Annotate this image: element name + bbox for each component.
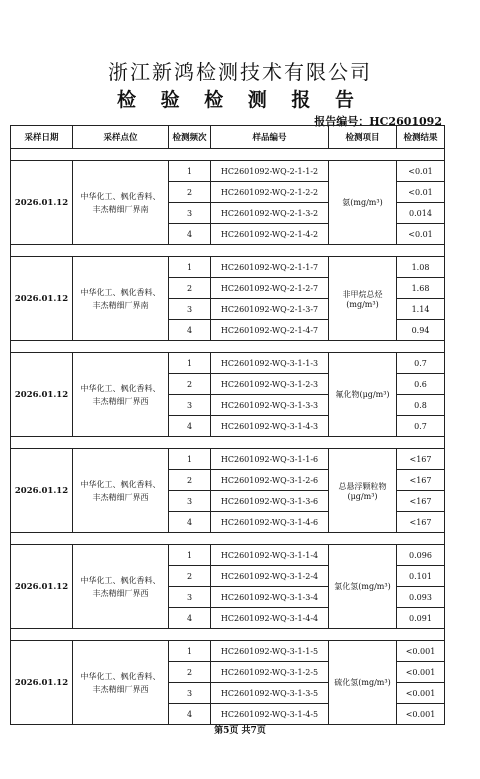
- separator-cell: [11, 245, 445, 257]
- location-line-2: 丰杰精细厂界西: [92, 588, 149, 598]
- sample-id-cell: HC2601092-WQ-2-1-2-7: [211, 278, 329, 299]
- result-cell: <0.001: [397, 641, 445, 662]
- location-line-1: 中华化工、枫化香料、: [80, 575, 161, 585]
- sample-id-cell: HC2601092-WQ-3-1-3-3: [211, 395, 329, 416]
- sampling-date: 2026.01.12: [11, 641, 73, 725]
- table-body: [11, 149, 445, 725]
- result-cell: 0.093: [397, 587, 445, 608]
- result-cell: <167: [397, 470, 445, 491]
- table-row: [11, 641, 445, 662]
- location-line-1: 中华化工、枫化香料、: [80, 191, 161, 201]
- frequency-cell: 1: [169, 161, 211, 182]
- sample-id-cell: HC2601092-WQ-3-1-2-4: [211, 566, 329, 587]
- result-cell: 1.14: [397, 299, 445, 320]
- group-separator: [11, 341, 445, 353]
- col-header-result: 检测结果: [397, 126, 445, 149]
- report-number-label: 报告编号：: [314, 115, 370, 128]
- sample-id-cell: HC2601092-WQ-3-1-1-6: [211, 449, 329, 470]
- frequency-cell: 4: [169, 704, 211, 725]
- table-row: [11, 449, 445, 470]
- location-line-1: 中华化工、枫化香料、: [80, 383, 161, 393]
- sample-id-cell: HC2601092-WQ-2-1-1-2: [211, 161, 329, 182]
- sampling-location: [73, 449, 169, 533]
- sample-id-cell: HC2601092-WQ-3-1-3-6: [211, 491, 329, 512]
- group-separator: [11, 437, 445, 449]
- group-separator: [11, 149, 445, 161]
- col-header-frequency: 检测频次: [169, 126, 211, 149]
- group-separator: [11, 533, 445, 545]
- location-line-2: 丰杰精细厂界南: [92, 204, 149, 214]
- location-line-2: 丰杰精细厂界西: [92, 492, 149, 502]
- table-row: [11, 353, 445, 374]
- result-cell: 0.091: [397, 608, 445, 629]
- frequency-cell: 3: [169, 203, 211, 224]
- location-line-1: 中华化工、枫化香料、: [80, 287, 161, 297]
- separator-cell: [11, 341, 445, 353]
- col-header-location: 采样点位: [73, 126, 169, 149]
- sample-id-cell: HC2601092-WQ-3-1-4-3: [211, 416, 329, 437]
- result-cell: 0.94: [397, 320, 445, 341]
- sample-id-cell: HC2601092-WQ-2-1-4-2: [211, 224, 329, 245]
- result-cell: <0.001: [397, 662, 445, 683]
- result-cell: 0.8: [397, 395, 445, 416]
- frequency-cell: 1: [169, 545, 211, 566]
- frequency-cell: 2: [169, 374, 211, 395]
- sample-id-cell: HC2601092-WQ-3-1-2-5: [211, 662, 329, 683]
- page-footer: 第5页 共7页: [214, 726, 266, 736]
- frequency-cell: 1: [169, 449, 211, 470]
- sampling-location: [73, 545, 169, 629]
- frequency-cell: 3: [169, 683, 211, 704]
- location-line-2: 丰杰精细厂界西: [92, 684, 149, 694]
- sampling-date: 2026.01.12: [11, 353, 73, 437]
- frequency-cell: 2: [169, 278, 211, 299]
- company-name: 浙江新鸿检测技术有限公司: [108, 60, 372, 84]
- table-row: [11, 257, 445, 278]
- table-row: [11, 545, 445, 566]
- sample-id-cell: HC2601092-WQ-2-1-3-2: [211, 203, 329, 224]
- sample-id-cell: HC2601092-WQ-3-1-1-3: [211, 353, 329, 374]
- separator-cell: [11, 149, 445, 161]
- result-cell: <0.01: [397, 182, 445, 203]
- frequency-cell: 2: [169, 566, 211, 587]
- separator-cell: [11, 533, 445, 545]
- sample-id-cell: HC2601092-WQ-3-1-4-4: [211, 608, 329, 629]
- result-cell: 1.68: [397, 278, 445, 299]
- separator-cell: [11, 437, 445, 449]
- sample-id-cell: HC2601092-WQ-3-1-2-6: [211, 470, 329, 491]
- result-cell: <0.01: [397, 161, 445, 182]
- report-title: 检 验 检 测 报 告: [116, 89, 364, 111]
- frequency-cell: 1: [169, 257, 211, 278]
- result-cell: <0.001: [397, 704, 445, 725]
- col-header-date: 采样日期: [11, 126, 73, 149]
- result-cell: 0.101: [397, 566, 445, 587]
- frequency-cell: 2: [169, 662, 211, 683]
- sampling-date: 2026.01.12: [11, 161, 73, 245]
- test-parameter: 总悬浮颗粒物(μg/m³): [329, 449, 397, 533]
- frequency-cell: 3: [169, 587, 211, 608]
- sampling-location: [73, 161, 169, 245]
- location-line-2: 丰杰精细厂界西: [92, 396, 149, 406]
- result-cell: <0.001: [397, 683, 445, 704]
- result-cell: 0.6: [397, 374, 445, 395]
- table-row: [11, 161, 445, 182]
- result-cell: 0.7: [397, 416, 445, 437]
- result-cell: 0.7: [397, 353, 445, 374]
- col-header-sample-id: 样品编号: [211, 126, 329, 149]
- sampling-location: [73, 641, 169, 725]
- group-separator: [11, 629, 445, 641]
- result-cell: 0.096: [397, 545, 445, 566]
- separator-cell: [11, 629, 445, 641]
- location-line-1: 中华化工、枫化香料、: [80, 479, 161, 489]
- result-cell: 1.08: [397, 257, 445, 278]
- frequency-cell: 1: [169, 353, 211, 374]
- frequency-cell: 3: [169, 395, 211, 416]
- sample-id-cell: HC2601092-WQ-2-1-3-7: [211, 299, 329, 320]
- location-line-2: 丰杰精细厂界南: [92, 300, 149, 310]
- test-parameter: 非甲烷总烃(mg/m³): [329, 257, 397, 341]
- test-parameter: 氯化氢(mg/m³): [329, 545, 397, 629]
- frequency-cell: 4: [169, 224, 211, 245]
- result-cell: 0.014: [397, 203, 445, 224]
- frequency-cell: 2: [169, 182, 211, 203]
- result-cell: <167: [397, 512, 445, 533]
- sample-id-cell: HC2601092-WQ-3-1-3-5: [211, 683, 329, 704]
- test-parameter: 硫化氢(mg/m³): [329, 641, 397, 725]
- group-separator: [11, 245, 445, 257]
- frequency-cell: 3: [169, 299, 211, 320]
- sample-id-cell: HC2601092-WQ-2-1-2-2: [211, 182, 329, 203]
- result-cell: <167: [397, 449, 445, 470]
- results-table: [10, 125, 445, 725]
- sampling-location: [73, 257, 169, 341]
- frequency-cell: 2: [169, 470, 211, 491]
- sampling-date: 2026.01.12: [11, 545, 73, 629]
- sample-id-cell: HC2601092-WQ-3-1-3-4: [211, 587, 329, 608]
- test-parameter: 氟化物(μg/m³): [329, 353, 397, 437]
- result-cell: <0.01: [397, 224, 445, 245]
- sample-id-cell: HC2601092-WQ-3-1-4-6: [211, 512, 329, 533]
- location-line-1: 中华化工、枫化香料、: [80, 671, 161, 681]
- sample-id-cell: HC2601092-WQ-2-1-4-7: [211, 320, 329, 341]
- frequency-cell: 4: [169, 512, 211, 533]
- frequency-cell: 4: [169, 608, 211, 629]
- sample-id-cell: HC2601092-WQ-3-1-2-3: [211, 374, 329, 395]
- table-header-row: [11, 126, 445, 149]
- frequency-cell: 1: [169, 641, 211, 662]
- col-header-parameter: 检测项目: [329, 126, 397, 149]
- sample-id-cell: HC2601092-WQ-3-1-4-5: [211, 704, 329, 725]
- sampling-date: 2026.01.12: [11, 257, 73, 341]
- report-number-value: HC2601092: [369, 115, 442, 128]
- test-parameter: 氨(mg/m³): [329, 161, 397, 245]
- sample-id-cell: HC2601092-WQ-2-1-1-7: [211, 257, 329, 278]
- sample-id-cell: HC2601092-WQ-3-1-1-5: [211, 641, 329, 662]
- sample-id-cell: HC2601092-WQ-3-1-1-4: [211, 545, 329, 566]
- sampling-location: [73, 353, 169, 437]
- frequency-cell: 4: [169, 320, 211, 341]
- frequency-cell: 3: [169, 491, 211, 512]
- sampling-date: 2026.01.12: [11, 449, 73, 533]
- frequency-cell: 4: [169, 416, 211, 437]
- result-cell: <167: [397, 491, 445, 512]
